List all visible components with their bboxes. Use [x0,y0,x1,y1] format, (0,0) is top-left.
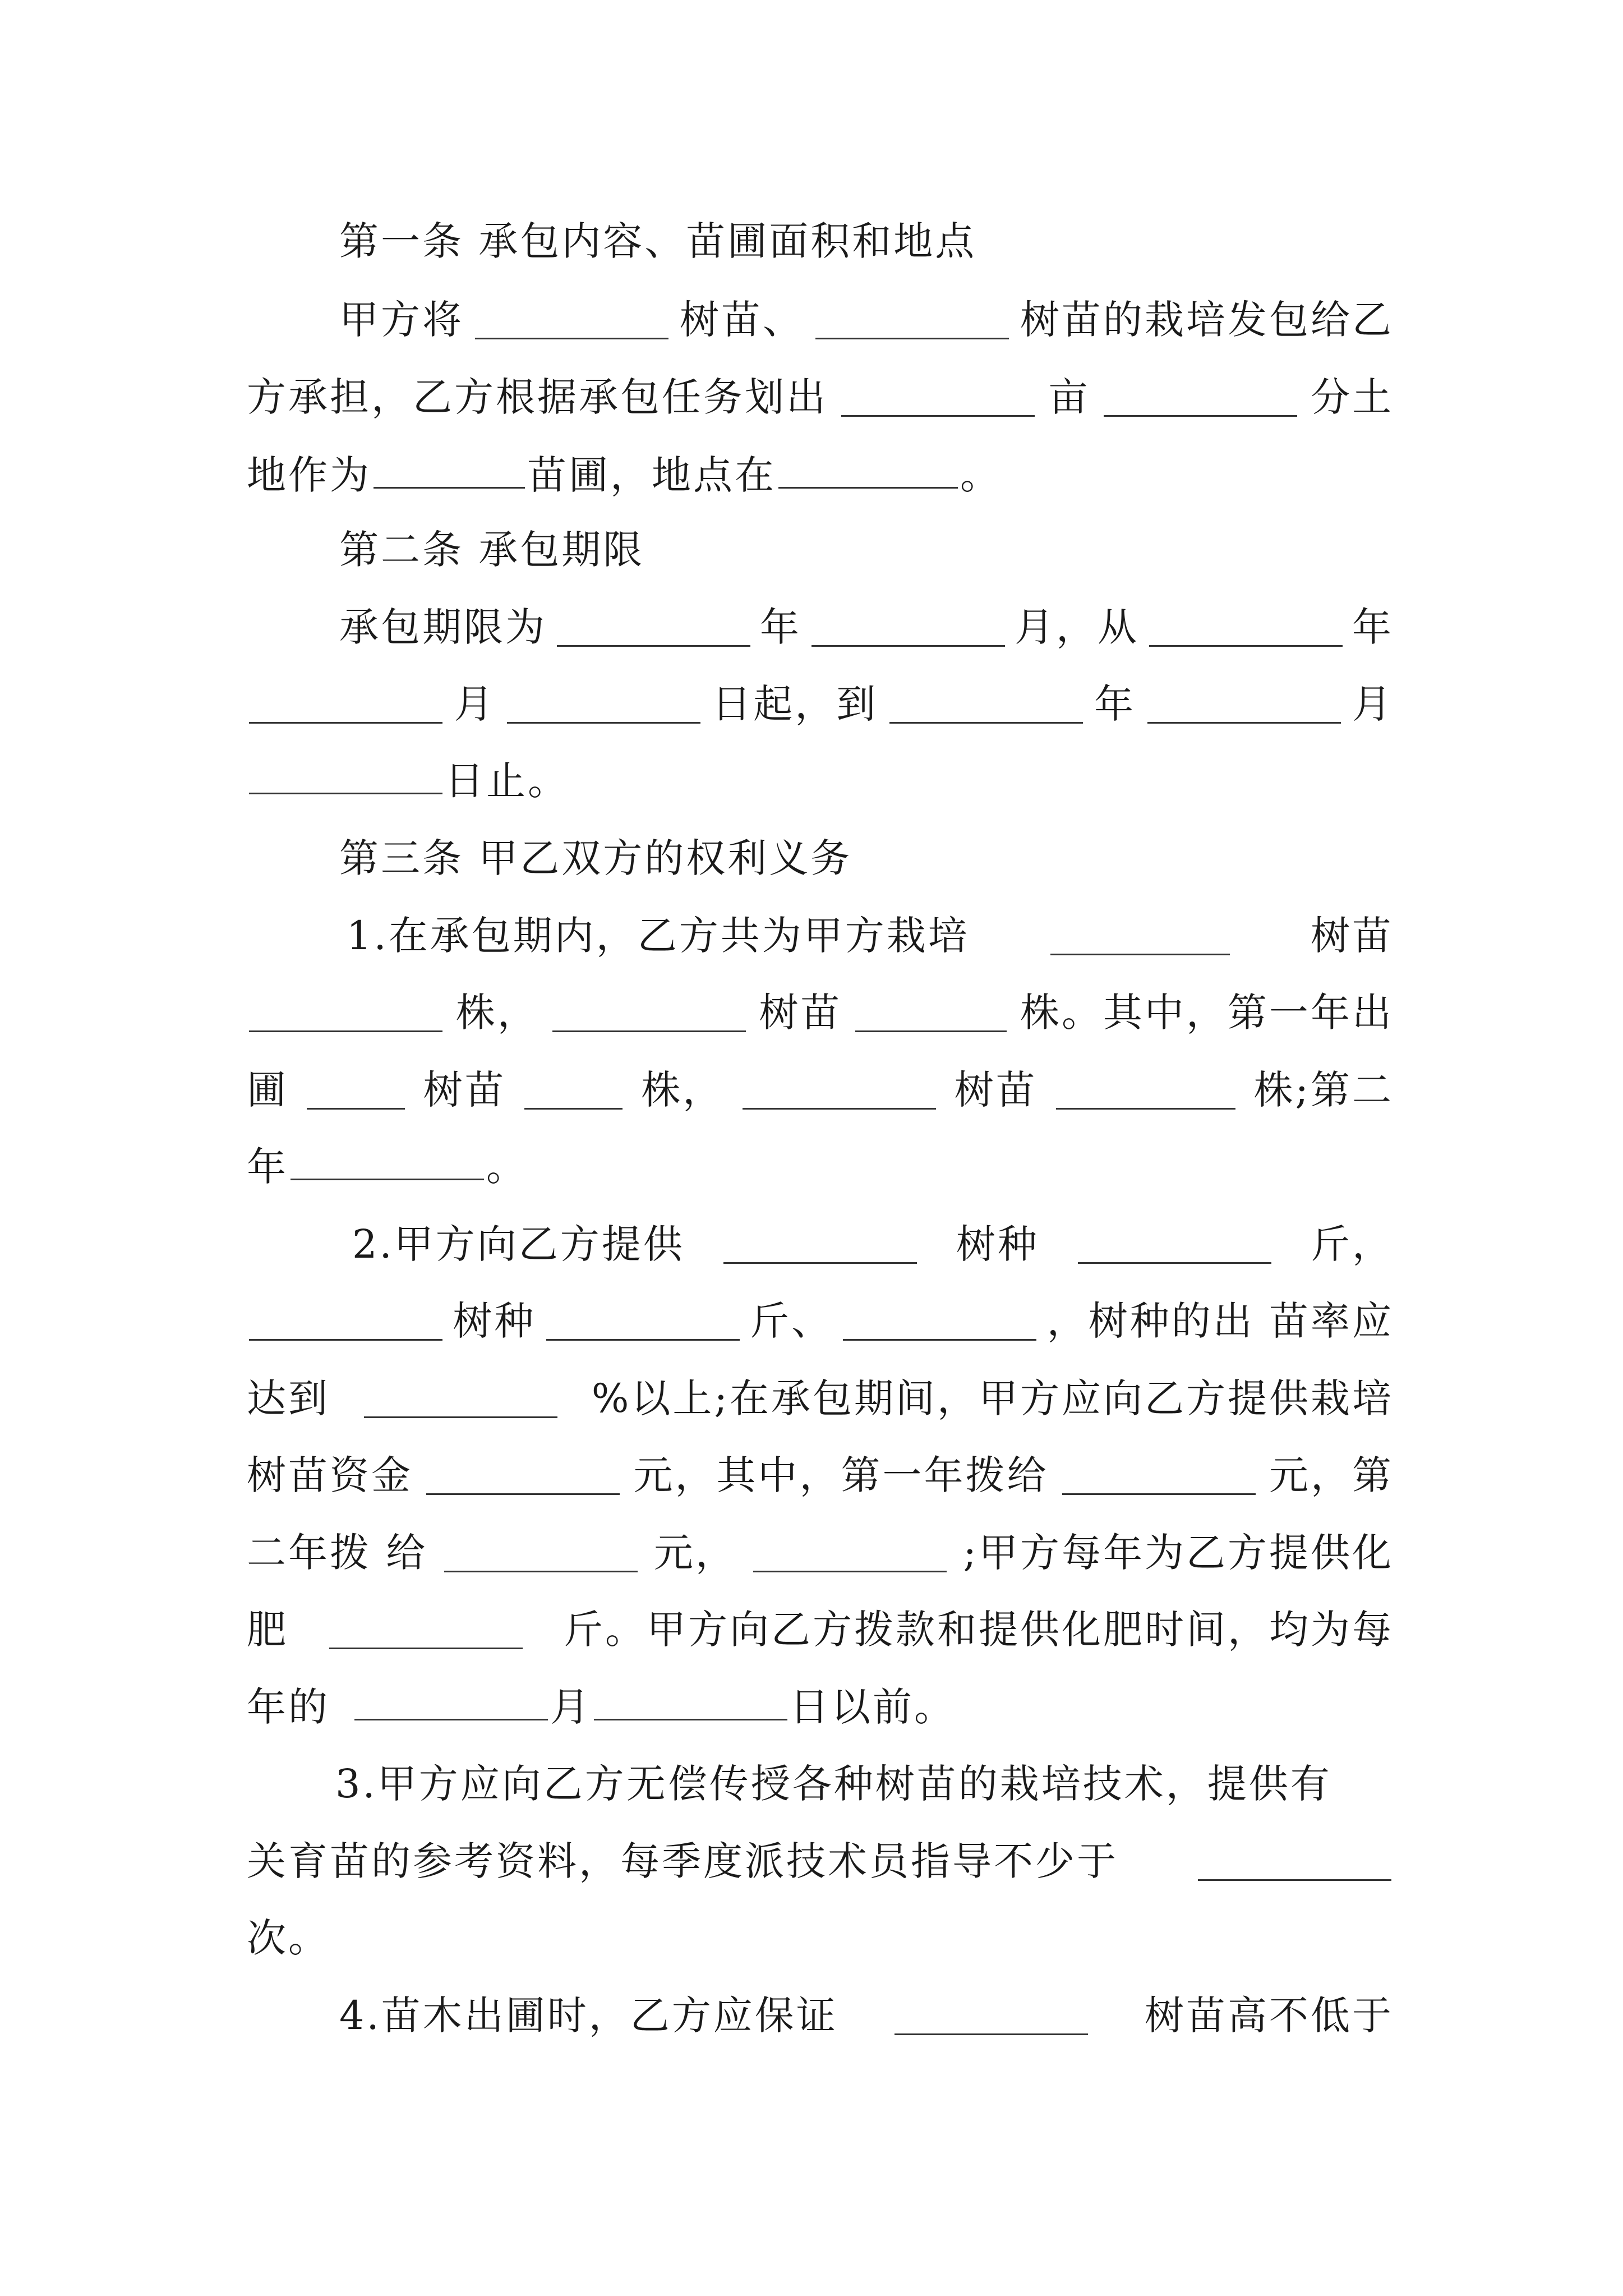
article-3-title: 第三条 甲乙双方的权利义务 [339,835,852,881]
article-2-line-3: 日止。 [247,761,569,800]
article-1-line-2: 方承担，乙方根据承包任务划出 亩 分土 [247,374,1394,420]
item-3-line-2: 关育苗的参考资料，每季度派技术员指导不少于 [247,1842,1394,1881]
article-1-line-1: 甲方将 树苗、 树苗的栽培发包给乙 [339,297,1394,343]
fill-blank[interactable] [855,999,1007,1032]
fill-blank[interactable] [889,691,1083,724]
fill-blank[interactable] [249,761,442,794]
article-2-line-1: 承包期限为 年 月，从 年 [339,604,1394,650]
fill-blank[interactable] [249,691,442,724]
fill-blank[interactable] [524,1076,623,1110]
fill-blank[interactable] [291,1147,484,1180]
fill-blank[interactable] [307,1076,405,1110]
fill-blank[interactable] [778,455,958,489]
item-1-line-4: 年 。 [247,1144,528,1190]
fill-blank[interactable] [557,614,750,647]
fill-blank[interactable] [594,1687,787,1720]
fill-blank[interactable] [475,306,668,339]
item-2-line-3: 达到 %以上;在承包期间，甲方应向乙方提供栽培 [247,1375,1394,1421]
fill-blank[interactable] [354,1687,548,1720]
fill-blank[interactable] [743,1076,936,1110]
article-1-line-3: 地作为 苗圃，地点在 。 [247,452,1002,498]
fill-blank[interactable] [1149,614,1343,647]
fill-blank[interactable] [1050,922,1230,955]
item-2-line-6: 肥 斤。甲方向乙方拨款和提供化肥时间，均为每 [247,1607,1394,1653]
item-4-line-1: 4.苗木出圃时，乙方应保证 树苗高不低于 [339,1993,1394,2039]
fill-blank[interactable] [329,1616,523,1649]
fill-blank[interactable] [507,691,700,724]
fill-blank[interactable] [249,999,442,1032]
item-1-line-2: 株， 树苗 株。其中，第一年出 [247,993,1394,1032]
fill-blank[interactable] [815,306,1009,339]
article-2-title: 第二条 承包期限 [339,527,645,573]
fill-blank[interactable] [895,2002,1088,2035]
fill-blank[interactable] [843,1308,1036,1341]
article-1-title: 第一条 承包内容、苗圃面积和地点 [339,218,977,264]
fill-blank[interactable] [841,384,1035,417]
fill-blank[interactable] [1198,1848,1391,1881]
fill-blank[interactable] [723,1231,917,1264]
item-2-line-1: 2.甲方向乙方提供 树种 斤， [352,1221,1394,1267]
fill-blank[interactable] [249,1308,442,1341]
fill-blank[interactable] [753,1539,947,1572]
item-1-line-1: 1.在承包期内，乙方共为甲方栽培 树苗 [347,913,1394,959]
fill-blank[interactable] [1104,384,1297,417]
item-2-line-7: 年的 月 日以前。 [247,1684,956,1730]
fill-blank[interactable] [374,455,525,489]
item-3-line-3: 次。 [247,1915,330,1961]
fill-blank[interactable] [426,1462,620,1495]
item-2-line-4: 树苗资金 元，其中，第一年拨给 元，第 [247,1452,1394,1498]
fill-blank[interactable] [1062,1462,1256,1495]
item-1-line-3: 圃 树苗 株， 树苗 株;第二 [247,1067,1394,1113]
fill-blank[interactable] [552,999,746,1032]
fill-blank[interactable] [1056,1076,1235,1110]
article-2-line-2: 月 日起，到 年 月 [247,684,1394,724]
fill-blank[interactable] [811,614,1005,647]
fill-blank[interactable] [444,1539,638,1572]
item-3-line-1: 3.甲方应向乙方无偿传授各种树苗的栽培技术，提供有 [335,1761,1332,1807]
item-2-line-5: 二年拨 给 元， ;甲方每年为乙方提供化 [247,1530,1394,1576]
fill-blank[interactable] [546,1308,740,1341]
fill-blank[interactable] [1147,691,1341,724]
item-2-line-2: 树种 斤、 ，树种的出 苗率应 [247,1301,1394,1341]
fill-blank[interactable] [364,1385,557,1418]
fill-blank[interactable] [1078,1231,1271,1264]
